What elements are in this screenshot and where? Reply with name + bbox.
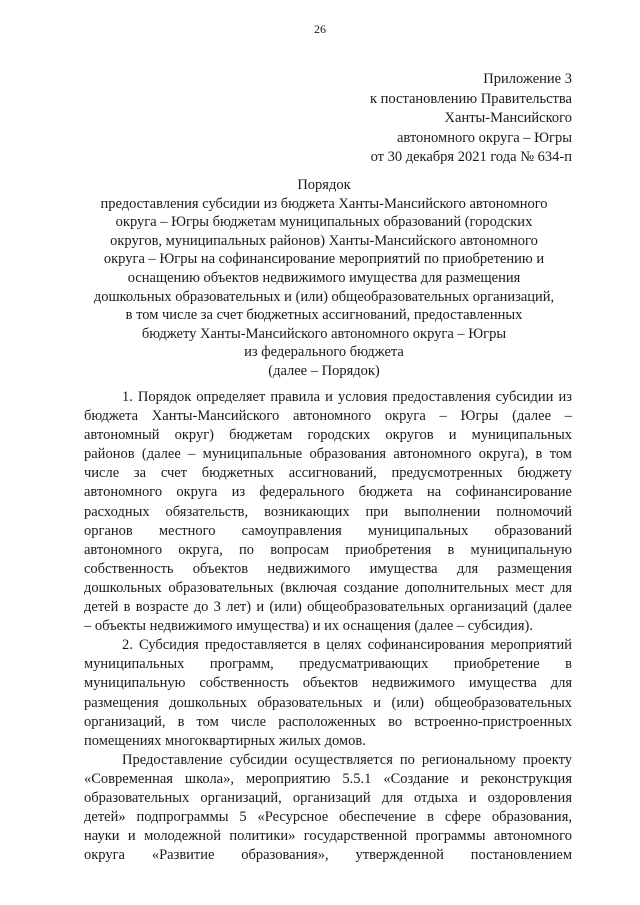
title-heading: Порядок: [297, 177, 351, 193]
text-line: 2. Субсидия предоставляется в целях софинансирования мероприятий: [122, 637, 572, 654]
appendix-line: от 30 декабря 2021 года № 634-п: [370, 149, 572, 165]
text-line: муниципальную собственность объектов недвижимого имущества для: [84, 675, 572, 692]
document-body: [84, 388, 572, 865]
text-line: округа «Развитие образования», утвержденной постановлением: [84, 847, 572, 864]
title-line: оснащению объектов недвижимого имущества для размещения: [127, 269, 521, 286]
text-line: помещениях многоквартирных жилых домов.: [84, 732, 366, 749]
title-line: округа – Югры на софинансирование мероприятий по приобретению и: [103, 251, 545, 268]
paragraph-2: [84, 636, 572, 751]
title-line: предоставления субсидии из бюджета Ханты-Мансийского автономного: [100, 195, 548, 212]
text-line: автономный округ) бюджетам городских округов и муниципальных: [84, 427, 572, 444]
text-line: детей» подпрограммы 5 «Ресурсное обеспечение в сфере образования,: [84, 809, 572, 826]
page-number: 26: [314, 22, 326, 36]
text-line: – объекты недвижимого имущества) и их оснащения (далее – субсидия).: [84, 618, 533, 635]
text-line: расходных обязательств, возникающих при выполнении полномочий: [84, 503, 572, 520]
text-line: науки и молодежной политики» государственной программы автономного: [84, 828, 572, 845]
text-line: дошкольных образовательных (включая создание дополнительных мест для: [84, 579, 572, 596]
text-line: автономного округа, по вопросам приобретения в муниципальную: [84, 541, 572, 558]
text-line: образовательных организаций, организаций для отдыха и оздоровления: [84, 789, 572, 806]
text-line: числе за счет бюджетных ассигнований, предусмотренных бюджету: [84, 465, 572, 482]
text-line: муниципальных программ, предусматривающих приобретение в: [84, 656, 572, 673]
appendix-line: автономного округа – Югры: [396, 129, 572, 146]
appendix-line: к постановлению Правительства: [370, 90, 572, 107]
title-line: округов, муниципальных районов) Ханты-Мансийского автономного: [110, 232, 538, 249]
paragraph-1: [84, 388, 572, 636]
title-line: из федерального бюджета: [244, 344, 404, 361]
appendix-line: Ханты-Мансийского: [444, 110, 572, 126]
text-line: организаций, в том числе расположенных во встроенно-пристроенных: [84, 713, 572, 730]
document-title: [80, 176, 568, 381]
text-line: собственность объектов недвижимого имущества для размещения: [84, 560, 572, 577]
title-line: (далее – Порядок): [268, 362, 380, 379]
text-line: 1. Порядок определяет правила и условия предоставления субсидии из: [122, 389, 572, 405]
text-line: размещения дошкольных образовательных и (или) общеобразовательных: [84, 694, 572, 711]
text-line: Предоставление субсидии осуществляется по региональному проекту: [122, 751, 572, 768]
text-line: органов местного самоуправления муниципальных образований: [84, 522, 572, 539]
text-line: «Современная школа», мероприятию 5.5.1 «Создание и реконструкция: [84, 770, 572, 787]
text-line: детей в возрасте до 3 лет) и (или) общеобразовательных организаций (далее: [84, 599, 572, 616]
title-line: округа – Югры бюджетам муниципальных образований (городских: [115, 214, 533, 231]
title-line: в том числе за счет бюджетных ассигнований, предоставленных: [125, 307, 523, 324]
title-line: бюджету Ханты-Мансийского автономного округа – Югры: [141, 325, 507, 342]
paragraph-3: [84, 751, 572, 866]
appendix-header: [370, 70, 572, 168]
text-line: районов (далее – муниципальные образования автономного округа), в том: [84, 446, 572, 463]
text-line: бюджета Ханты-Мансийского автономного округа – Югры (далее –: [84, 408, 572, 425]
text-line: автономного округа из федерального бюджета на софинансирование: [84, 484, 572, 501]
title-line: дошкольных образовательных и (или) общеобразовательных организаций,: [93, 288, 555, 305]
appendix-line: Приложение 3: [483, 71, 572, 87]
